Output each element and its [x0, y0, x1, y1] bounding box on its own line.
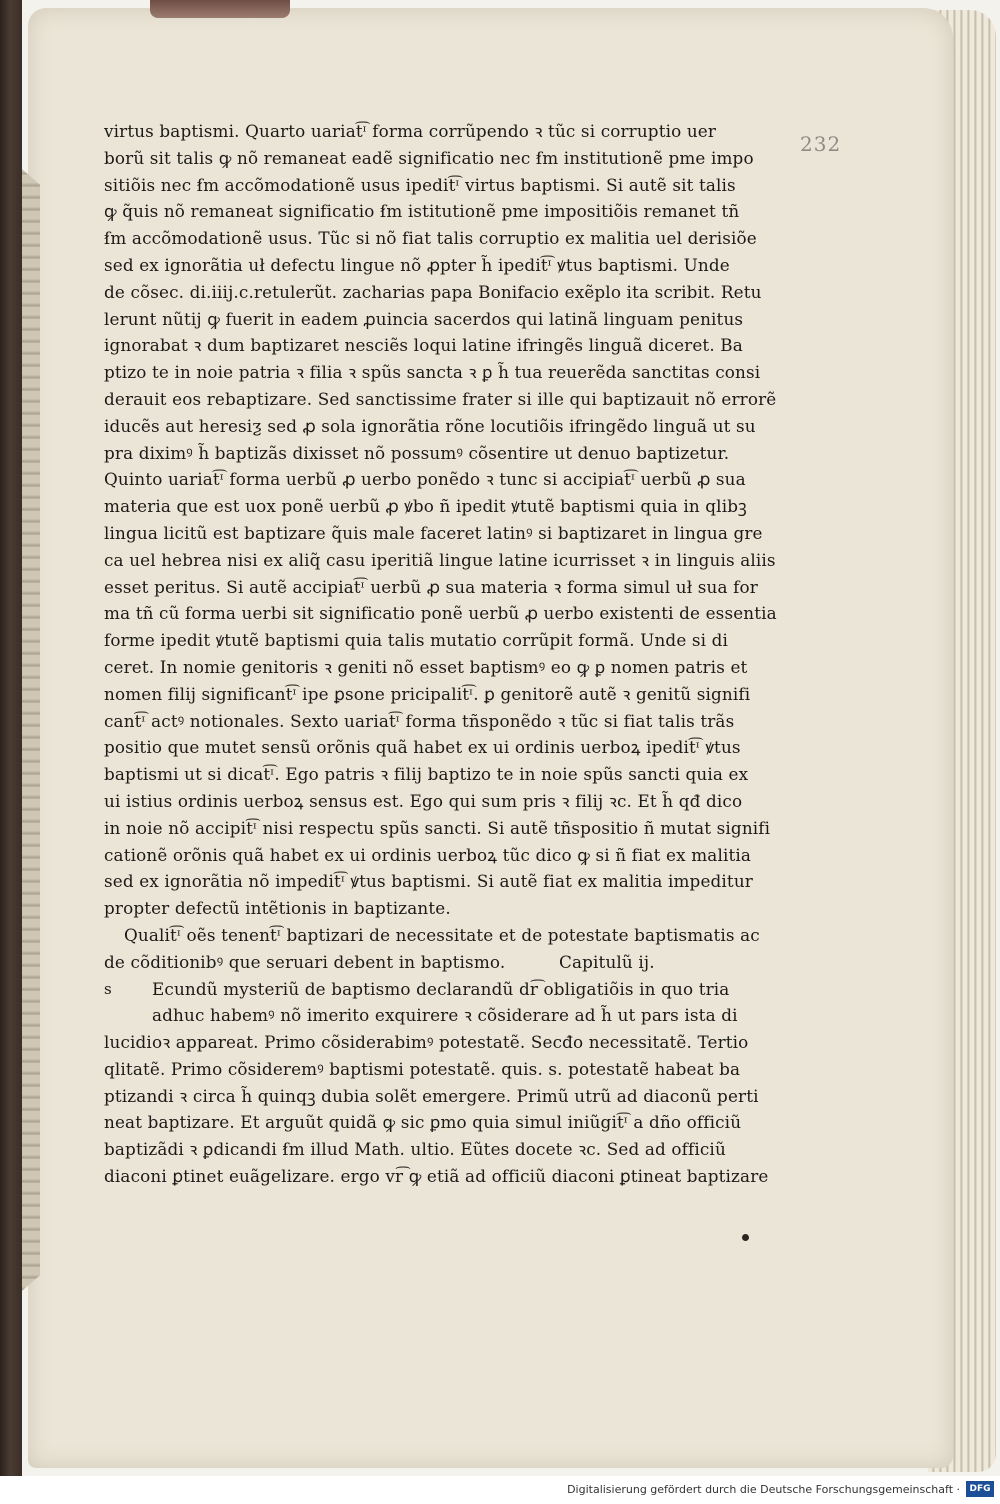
text-block — [104, 118, 777, 1190]
text-line: lingua licitũ est baptizare q̃uis male faceret latinꝰ si baptizaret in lingua gre — [104, 522, 763, 543]
text-line: pra diximꝰ h̃ baptizãs dixisset nõ possumꝰ cõsentire ut denuo baptizetur. — [104, 442, 730, 463]
initial-guide-letter: s — [104, 979, 112, 998]
text-line: derauit eos rebaptizare. Sed sanctissime frater si ille qui baptizauit nõ errorẽ — [104, 388, 777, 409]
text-line: de cõsec. di.iiij.c.retulerũt. zacharias papa Bonifacio exẽplo ita scribit. Retu — [104, 281, 762, 302]
chapter-text — [104, 976, 769, 1190]
text-line: lerunt nũtij ꝙ fuerit in eadem ꝓuincia sacerdos qui latinã linguam penitus — [104, 308, 744, 329]
text-line: cationẽ orõnis quã habet ex ui ordinis uerboꝝ tũc dico ꝙ si ñ fiat ex malitia — [104, 844, 752, 865]
chapter-text-line: diaconi ꝑtinet euãgelizare. ergo vr͡ ꝙ etiã ad officiũ diaconi ꝑtineat baptizare — [104, 1166, 769, 1187]
chapter-text-line: adhuc habemꝰ nõ imerito exquirere ꝛ cõsiderare ad h̃ ut pars ista di — [152, 1005, 738, 1026]
text-line: ceret. In nomie genitoris ꝛ geniti nõ esset baptismꝰ eo ꝙ ꝑ nomen patris et — [104, 656, 748, 677]
text-line: sed ex ignorãtia uł defectu lingue nõ ꝓpter h̃ ipedit͡ᶦ ꝟtus baptismi. Unde — [104, 254, 730, 275]
chapter-heading-text: de cõditionibꝰ que seruari debent in baptismo. — [104, 951, 506, 972]
chapter-heading-line-1: Qualit͡ᶦ oẽs tenent͡ᶦ baptizari de necessitate et de potestate baptismatis ac — [124, 924, 760, 945]
chapter-text-line: qlitatẽ. Primo cõsideremꝰ baptismi potestatẽ. quis. s. potestatẽ habeat ba — [104, 1058, 741, 1079]
chapter-label: Capitulũ ij. — [559, 951, 655, 972]
text-line: propter defectũ intẽtionis in baptizante. — [104, 898, 451, 919]
text-line: forme ipedit ꝟtutẽ baptismi quia talis mutatio corrũpit formã. Unde si di — [104, 630, 729, 651]
text-line: iducẽs aut heresiƺ sed ꝓ sola ignorãtia rõne locutiõis ifringẽdo linguã ut su — [104, 415, 756, 436]
text-line: esset peritus. Si autẽ accipiat͡ᶦ uerbũ ꝓ sua materia ꝛ forma simul uł sua for — [104, 576, 758, 597]
text-line: ptizo te in noie patria ꝛ filia ꝛ spũs sancta ꝛ ꝑ h̃ tua reuerẽda sanctitas consi — [104, 362, 761, 383]
body-text — [104, 118, 777, 922]
ink-spot — [742, 1234, 749, 1241]
chapter-text-line: lucidioꝛ appareat. Primo cõsiderabimꝰ potestatẽ. Secđo necessitatẽ. Tertio — [104, 1032, 749, 1053]
page-number: 232 — [800, 132, 842, 156]
text-line: Quinto uariat͡ᶦ forma uerbũ ꝓ uerbo ponẽdo ꝛ tunc si accipiat͡ᶦ uerbũ ꝓ sua — [104, 469, 746, 490]
footer-bar — [0, 1476, 1000, 1504]
text-line: baptismi ut si dicat͡ᶦ. Ego patris ꝛ filij baptizo te in noie spũs sancti quia ex — [104, 764, 749, 785]
text-line: sed ex ignorãtia nõ impedit͡ᶦ ꝟtus baptismi. Si autẽ fiat ex malitia impeditur — [104, 871, 753, 892]
text-line: in noie nõ accipit͡ᶦ nisi respectu spũs sancti. Si autẽ tñspositio ñ mutat signifi — [104, 817, 771, 838]
text-line: ma tñ cũ forma uerbi sit significatio ponẽ uerbũ ꝓ uerbo existenti de essentia — [104, 603, 777, 624]
text-line: borũ sit talis ꝙ nõ remaneat eadẽ significatio nec ẜm institutionẽ pme impo — [104, 147, 754, 168]
text-line: cant͡ᶦ actꝰ notionales. Sexto uariat͡ᶦ forma tñsponẽdo ꝛ tũc si fiat talis trãs — [104, 710, 735, 731]
book-spine — [0, 0, 22, 1480]
binding-clip — [150, 0, 290, 18]
text-line: materia que est uox ponẽ uerbũ ꝓ ꝟbo ñ ipedit ꝟtutẽ baptismi quia in qlibꝫ — [104, 496, 747, 517]
text-line: ꝙ q̃uis nõ remaneat significatio ẜm istitutionẽ pme impositiõis remanet tñ — [104, 201, 740, 222]
chapter-text-line: Ecundũ mysteriũ de baptismo declarandũ dr͡ obligatiõis in quo tria — [152, 978, 730, 999]
dfg-logo: DFG — [966, 1481, 994, 1497]
text-line: virtus baptismi. Quarto uariat͡ᶦ forma corrũpendo ꝛ tũc si corruptio uer — [104, 121, 717, 141]
footer-credit: Digitalisierung gefördert durch die Deutsche Forschungsgemeinschaft · — [567, 1483, 960, 1496]
chapter-text-line: baptizãdi ꝛ ꝑdicandi ẜm illud Math. ultio. Eũtes docete ꝛc. Sed ad officiũ — [104, 1139, 726, 1160]
text-line: ignorabat ꝛ dum baptizaret nesciẽs loqui latine ifringẽs linguã diceret. Ba — [104, 335, 743, 356]
text-line: positio que mutet sensũ orõnis quã habet ex ui ordinis uerboꝝ ipedit͡ᶦ ꝟtus — [104, 737, 741, 758]
text-line: nomen filij significant͡ᶦ ipe ꝑsone pricipalit͡ᶦ. ꝑ genitorẽ autẽ ꝛ genitũ signifi — [104, 683, 751, 704]
text-line: ui istius ordinis uerboꝝ sensus est. Ego qui sum pris ꝛ filij ꝛc. Et h̃ qđ dico — [104, 790, 743, 811]
text-line: ca uel hebrea nisi ex aliq̃ casu iperitiã lingue latine icurrisset ꝛ in linguis aliis — [104, 549, 776, 570]
text-line: sitiõis nec ẜm accõmodationẽ usus ipedit͡ᶦ virtus baptismi. Si autẽ sit talis — [104, 174, 736, 195]
chapter-heading-line-2 — [104, 949, 764, 976]
chapter-text-line: ptizandi ꝛ circa h̃ quinqꝫ dubia solẽt emergere. Primũ utrũ ad diaconũ perti — [104, 1085, 759, 1106]
text-line: ẜm accõmodationẽ usus. Tũc si nõ fiat talis corruptio ex malitia uel derisiõe — [104, 228, 757, 249]
chapter-text-line: neat baptizare. Et arguũt quidã ꝙ sic ꝑmo quia simul iniũgit͡ᶦ a dño officiũ — [104, 1112, 742, 1133]
